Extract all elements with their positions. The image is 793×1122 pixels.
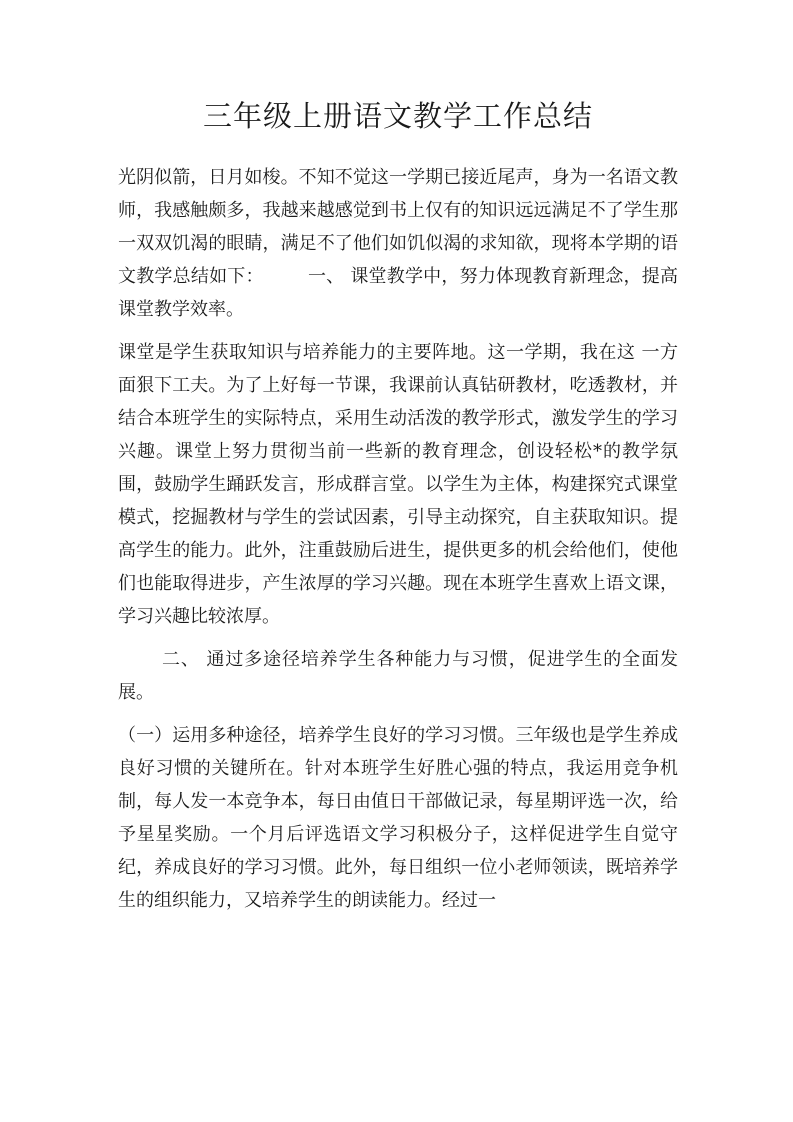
document-title: 三年级上册语文教学工作总结 (202, 99, 593, 133)
section-2-heading: 二、 通过多途径培养学生各种能力与习惯，促进学生的全面发展。 (118, 649, 678, 703)
intro-paragraph (118, 161, 678, 326)
paragraph-study-habits: （一）运用多种途径，培养学生良好的学习习惯。三年级也是学生养成良好习惯的关键所在。针对本班学生好胜心强的特点，我运用竞争机制，每人发一本竞争本，每日由值日干部做记录，每星期评选一次，给予星星奖励。一个月后评选语文学习积极分子，这样促进学生自觉守纪，养成良好的学习习惯。此外，每日组织一位小老师领读，既培养学生的组织能力，又培养学生的朗读能力。经过一 (118, 725, 678, 911)
intro-text: 光阴似箭，日月如梭。不知不觉这一学期已接近尾声，身为一名语文教师，我感触颇多，我越来越感觉到书上仅有的知识远远满足不了学生那一双双饥渴的眼睛，满足不了他们如饥似渴的求知欲，现将本学期的语文教学总结如下： (118, 167, 678, 287)
section-1-heading: 一、 课堂教学中，努力体现教育新理念，提高课堂教学效率。 (118, 266, 678, 320)
paragraph-classroom-teaching: 课堂是学生获取知识与培养能力的主要阵地。这一学期，我在这 一方面狠下工夫。为了上好每一节课，我课前认真钻研教材，吃透教材，并结合本班学生的实际特点，采用生动活泼的教学形式，激发学生的学习兴趣。课堂上努力贯彻当前一些新的教育理念，创设轻松*的教学氛围，鼓励学生踊跃发言，形成群言堂。以学生为主体，构建探究式课堂模式，挖掘教材与学生的尝试因素，引导主动探究，自主获取知识。提高学生的能力。此外，注重鼓励后进生，提供更多的机会给他们，使他们也能取得进步，产生浓厚的学习兴趣。现在本班学生喜欢上语文课，学习兴趣比较浓厚。 (118, 342, 678, 627)
document-page (118, 96, 678, 927)
